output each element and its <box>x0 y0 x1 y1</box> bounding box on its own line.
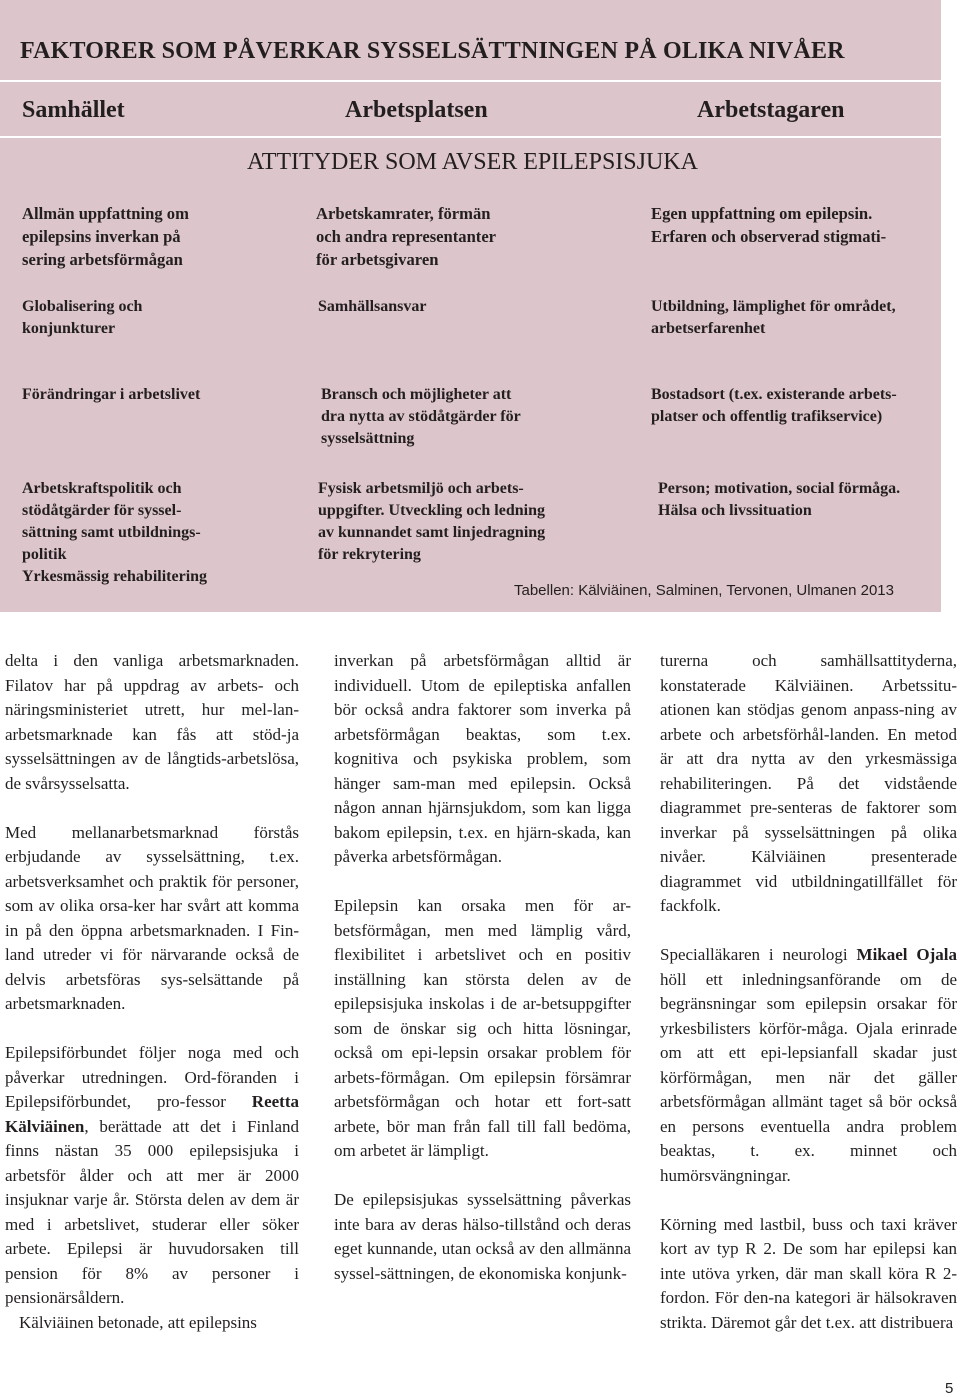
section-title: ATTITYDER SOM AVSER EPILEPSISJUKA <box>247 149 698 175</box>
factor-cell: Arbetskamrater, förmän och andra representanter för arbetsgivaren <box>316 204 497 269</box>
paragraph: Epilepsiförbundet följer noga med och påverkar utredningen. Ord-föranden i Epilepsiförbundet, pro-fessor Reetta Kälviäinen, berättade att det i Finland finns nästan 35 000 epilepsisjuka i arbetsför ålder och att mer är 2000 insjuknar varje år. Största delen av dem är med i arbetslivet, studerar eller söker arbete. Epilepsi är huvudorsaken till pension för 8% av personer i pensionärsåldern. <box>5 1043 299 1307</box>
level-society: Samhället <box>22 97 125 123</box>
divider <box>0 136 945 138</box>
paragraph: Kälviäinen betonade, att epilepsins <box>19 1312 257 1332</box>
factor-cell: Egen uppfattning om epilepsin. Erfaren och observerad stigmati- <box>651 204 887 246</box>
divider <box>0 80 945 82</box>
box-title: FAKTORER SOM PÅVERKAR SYSSELSÄTTNINGEN PÅ OLIKA NIVÅER <box>20 38 845 64</box>
paragraph: Specialläkaren i neurologi Mikael Ojala höll ett inledningsanförande om de begränsningar som epilepsin orsakar för yrkesbilisters körför-måga. Ojala erinrade om att ett epi-lepsianfall skadar just körförmågan, men när det gäller arbetsförmågan allmänt taget så bör också en persons eventuella andra problem beaktas, t. ex. minnet och humörsvängningar. <box>660 945 957 1185</box>
text-column-3 <box>660 649 957 1335</box>
paragraph: Med mellanarbetsmarknad förstås erbjudande av sysselsättning, t.ex. arbetsverksamhet och praktik för personer, som av olika orsa-ker har svårt att komma in på den öppna arbetsmarknaden. I Fin-land utreder vi för närvarande också de delvis arbetsföras sys-selsättande på arbetsmarknaden. <box>5 822 299 1013</box>
factor-cell: Globalisering och konjunkturer <box>22 298 143 337</box>
paragraph: De epilepsisjukas sysselsättning påverkas inte bara av deras hälso-tillstånd och deras eget kunnande, utan också av den allmänna syssel-sättningen, de ekonomiska konjunk- <box>334 1190 631 1283</box>
paragraph: Körning med lastbil, buss och taxi kräver kort av typ R 2. De som har epilepsi kan inte utöva yrken, där man skall köra R 2-fordon. För den-na kategori är hälsokraven strikta. Däremot går det t.ex. att distribuera <box>660 1214 957 1332</box>
level-workplace: Arbetsplatsen <box>345 97 488 123</box>
paragraph: Epilepsin kan orsaka men för ar-betsförmågan, men med lämplig vård, flexibilitet i arbetslivet och en positiv inställning kan största delen av de epilepsisjuka inskolas i de ar-betsuppgifter som de önskar sig och hitta lösningar, också om epi-lepsin orsakar problem för arbets-förmågan. Om epilepsin försämrar arbetsförmågan och hotar ett fort-satt arbete, bör man från fall till fall bedöma, om arbetet är lämpligt. <box>334 896 631 1160</box>
factor-cell: Arbetskraftspolitik och stödåtgärder för syssel- sättning samt utbildnings- politik Yrkesmässig rehabilitering <box>22 480 208 585</box>
factors-infobox <box>0 0 945 612</box>
paragraph: delta i den vanliga arbetsmarknaden. Filatov har på uppdrag av arbets- och näringsministeriet utrett, hur mel-lan-arbetsmarknade kan fås att stöd-ja sysselsättningen av de långtids-arbetslösa, de svårsysselsatta. <box>5 651 299 793</box>
divider <box>941 0 945 612</box>
person-name: Mikael Ojala <box>856 945 957 964</box>
text-column-1 <box>5 649 299 1335</box>
person-name: Reetta Kälviäinen <box>5 1092 299 1136</box>
factor-cell: Samhällsansvar <box>318 298 427 315</box>
factor-cell: Allmän uppfattning om epilepsins inverkan på sering arbetsförmågan <box>22 204 189 269</box>
factor-cell: Bostadsort (t.ex. existerande arbets- platser och offentlig trafikservice) <box>651 386 897 425</box>
factor-cell: Fysisk arbetsmiljö och arbets- uppgifter. Utveckling och ledning av kunnandet samt linjedragning för rekrytering <box>318 480 546 563</box>
factor-cell: Utbildning, lämplighet för området, arbetserfarenhet <box>651 298 896 337</box>
paragraph: inverkan på arbetsförmågan alltid är individuell. Utom de epileptiska anfallen bör också andra faktorer som inverka på arbetsförmågan beaktas, som t.ex. kognitiva och psykiska problem, som hänger sam-man med epilepsin. Också någon annan hjärnsjukdom, som kan ligga bakom epilepsin, t.ex. en hjärn-skada, kan påverka arbetsförmågan. <box>334 651 631 866</box>
table-credit: Tabellen: Kälviäinen, Salminen, Tervonen, Ulmanen 2013 <box>514 582 894 599</box>
text-column-2 <box>334 649 631 1286</box>
factor-cell: Förändringar i arbetslivet <box>22 386 201 403</box>
level-employee: Arbetstagaren <box>697 97 845 123</box>
factor-cell: Bransch och möjligheter att dra nytta av stödåtgärder för sysselsättning <box>321 386 521 447</box>
factor-cell: Person; motivation, social förmåga. Hälsa och livssituation <box>658 480 901 519</box>
page-number: 5 <box>945 1380 954 1397</box>
paragraph: turerna och samhällsattityderna, konstaterade Kälviäinen. Arbetssitu-ationen kan stödjas genom anpass-ning av arbete och arbetsförhål-landen. En metod är att dra nytta av den yrkesmässiga rehabiliteringen. På det vidstående diagrammet pre-senteras de faktorer som inverkar på sysselsättningen på olika nivåer. Kälviäinen presenterade diagrammet vid utbildningatillfället för fackfolk. <box>660 651 957 915</box>
